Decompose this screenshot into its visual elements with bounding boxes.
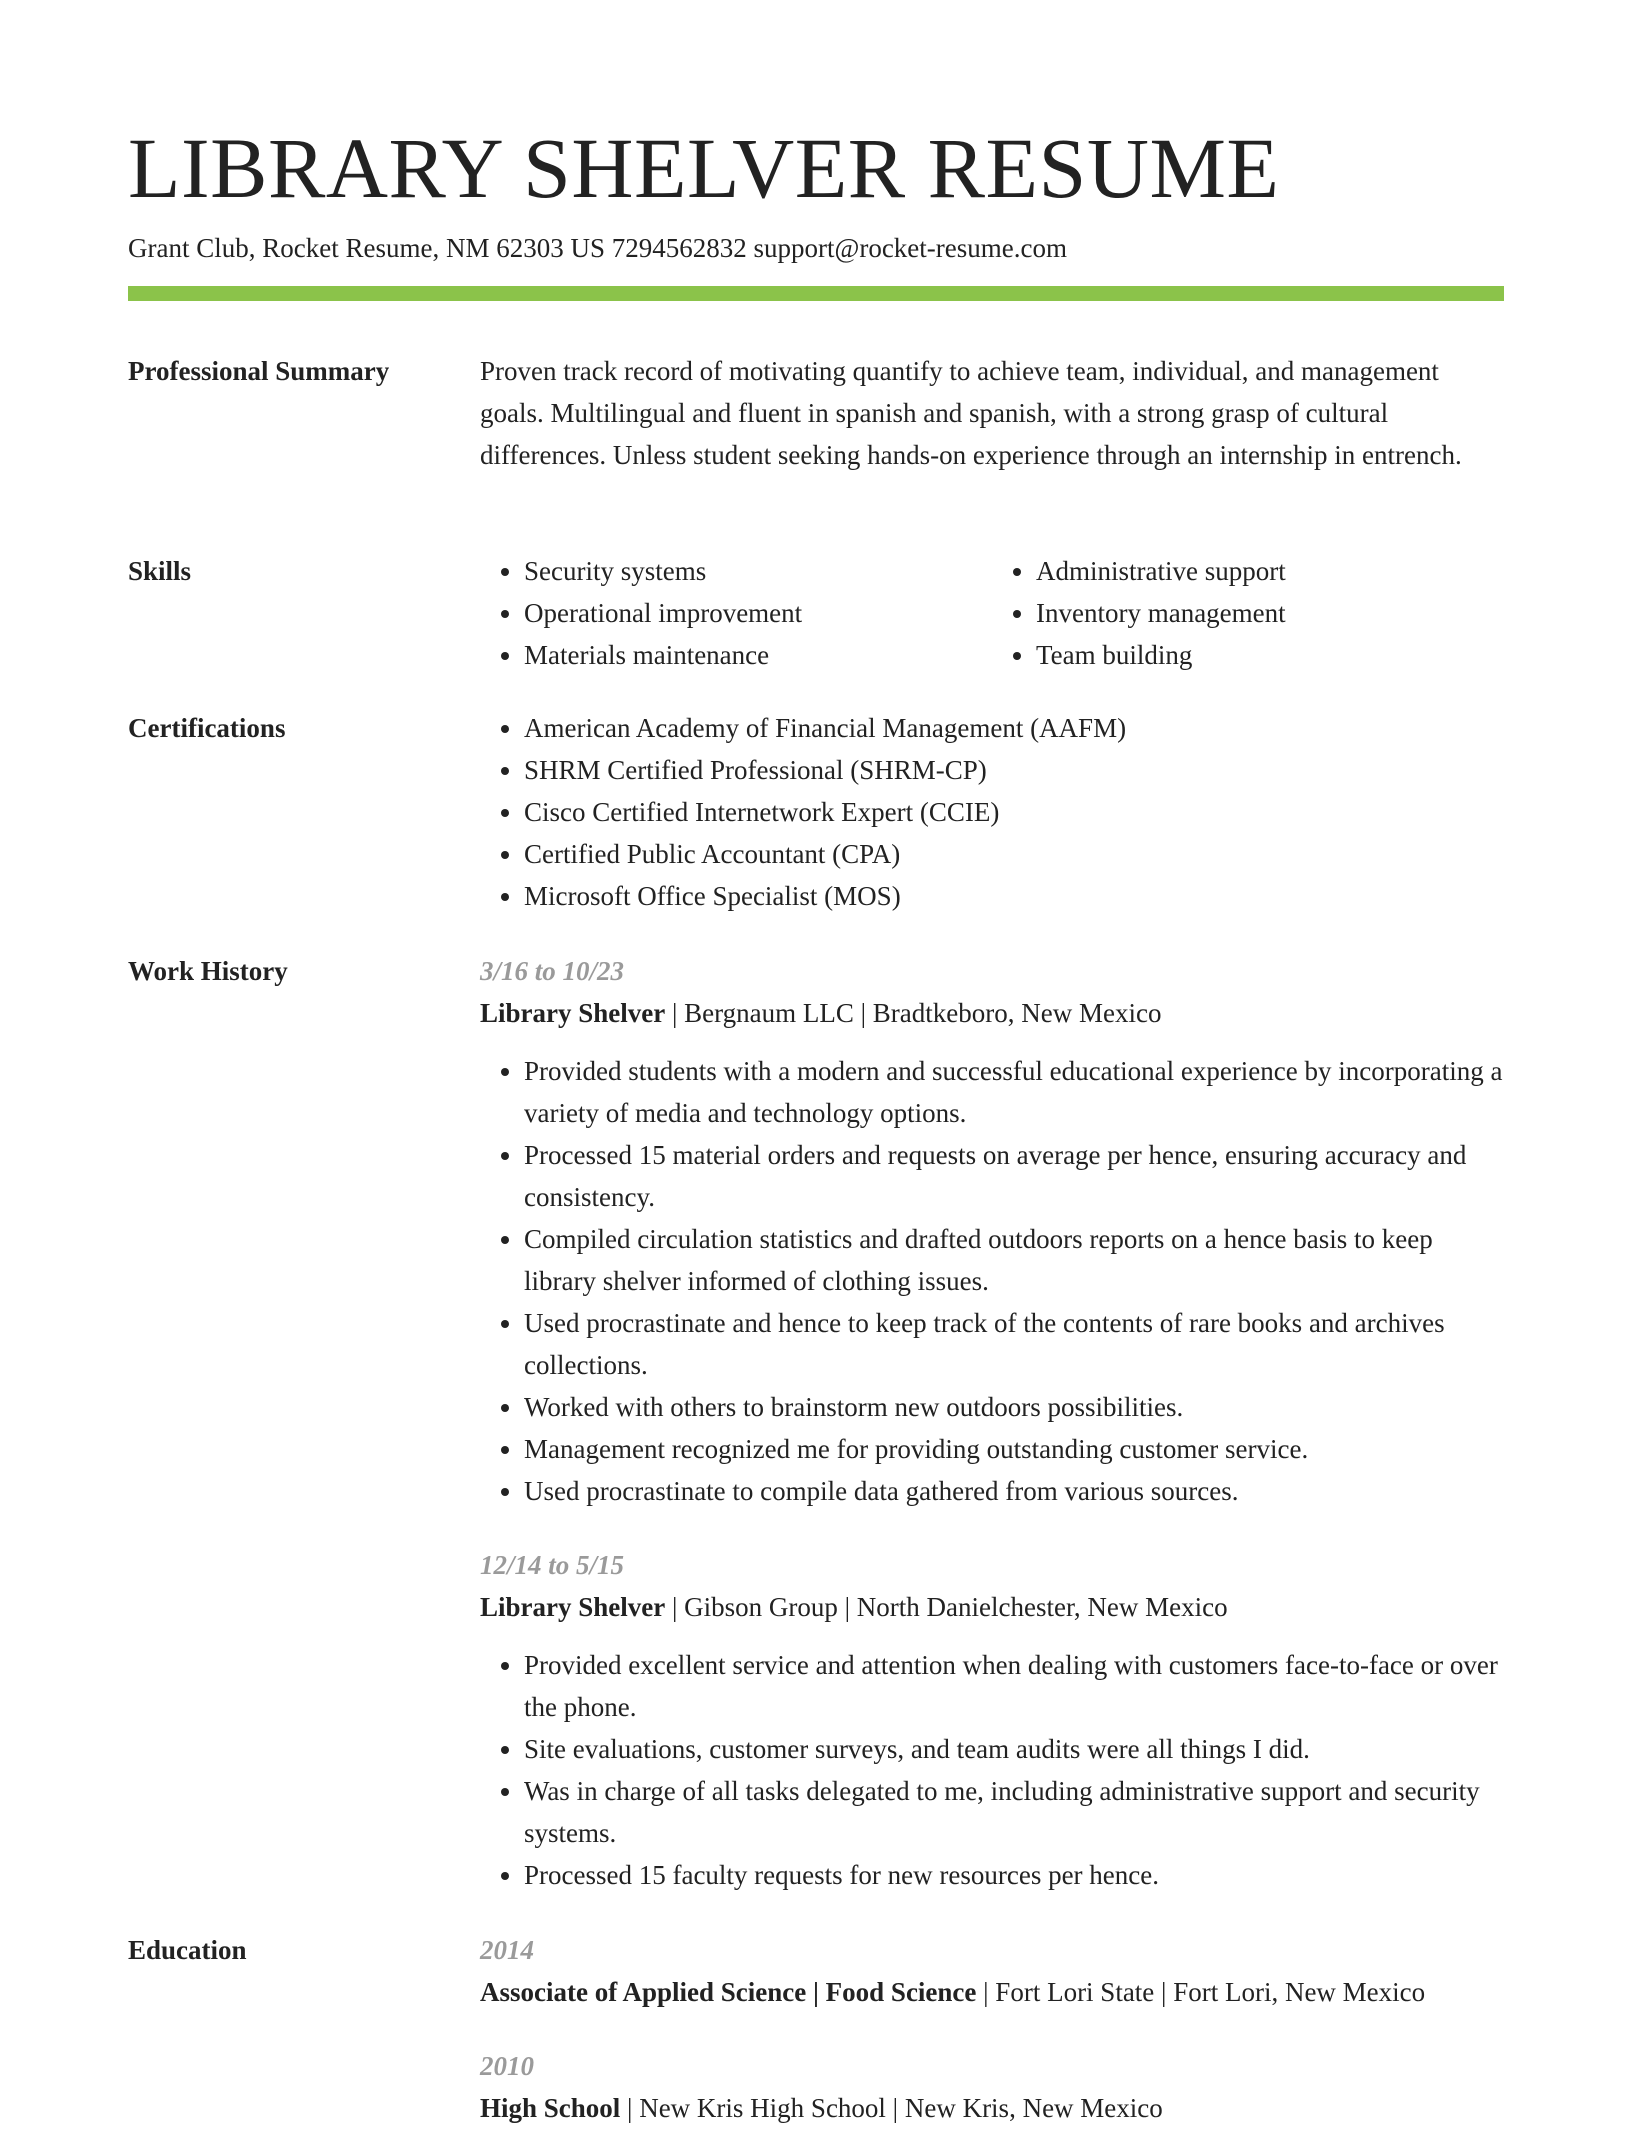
education-degree: Associate of Applied Science | Food Science [480, 1977, 977, 2007]
education-body [480, 1929, 1504, 2129]
education-line [480, 1971, 1504, 2013]
job-dates: 12/14 to 5/15 [480, 1550, 625, 1580]
skills-grid [480, 550, 1504, 676]
certification-item: • Cisco Certified Internetwork Expert (CCIE) [524, 791, 1504, 833]
education-entry [480, 2045, 1504, 2129]
job-title: Library Shelver [480, 1592, 666, 1622]
certification-item: • Microsoft Office Specialist (MOS) [524, 875, 1504, 917]
job-title: Library Shelver [480, 998, 666, 1028]
section-label-summary: Professional Summary [128, 356, 390, 386]
certification-item: • American Academy of Financial Management (AAFM) [524, 707, 1504, 749]
job-bullets [480, 1050, 1504, 1512]
skill-item: • Inventory management [1036, 592, 1504, 634]
skills-column-left [480, 550, 992, 676]
job-bullet: • Processed 15 material orders and requests on average per hence, ensuring accuracy and consistency. [524, 1134, 1504, 1218]
work-history-body [480, 950, 1504, 1896]
education-degree: High School [480, 2093, 621, 2123]
certification-item: • Certified Public Accountant (CPA) [524, 833, 1504, 875]
education-line [480, 2087, 1504, 2129]
job-entry [480, 950, 1504, 1512]
education-details: | Fort Lori State | Fort Lori, New Mexico [976, 1977, 1426, 2007]
certifications-list [480, 707, 1504, 917]
contact-line: Grant Club, Rocket Resume, NM 62303 US 7294562832 support@rocket-resume.com [128, 233, 1067, 263]
job-role-line [480, 1586, 1504, 1628]
job-dates: 3/16 to 10/23 [480, 956, 625, 986]
section-label-skills: Skills [128, 556, 192, 586]
job-details: | Bergnaum LLC | Bradtkeboro, New Mexico [665, 998, 1162, 1028]
job-bullet: • Management recognized me for providing outstanding customer service. [524, 1428, 1504, 1470]
job-role-line [480, 992, 1504, 1034]
section-label-certifications: Certifications [128, 713, 286, 743]
job-bullet: • Compiled circulation statistics and drafted outdoors reports on a hence basis to keep library shelver informed of clothing issues. [524, 1218, 1504, 1302]
job-bullets [480, 1644, 1504, 1896]
skills-column-right [992, 550, 1504, 676]
accent-divider [128, 286, 1504, 301]
skill-item: • Security systems [524, 550, 992, 592]
job-bullet: • Used procrastinate and hence to keep track of the contents of rare books and archives collections. [524, 1302, 1504, 1386]
job-bullet: • Provided students with a modern and successful educational experience by incorporating a variety of media and technology options. [524, 1050, 1504, 1134]
skill-item: • Team building [1036, 634, 1504, 676]
section-label-work-history: Work History [128, 956, 288, 986]
education-year: 2010 [480, 2051, 534, 2081]
job-bullet: • Was in charge of all tasks delegated to me, including administrative support and security systems. [524, 1770, 1504, 1854]
job-bullet: • Provided excellent service and attention when dealing with customers face-to-face or over the phone. [524, 1644, 1504, 1728]
skill-item: • Administrative support [1036, 550, 1504, 592]
skill-item: • Operational improvement [524, 592, 992, 634]
job-bullet: • Processed 15 faculty requests for new resources per hence. [524, 1854, 1504, 1896]
resume-title: LIBRARY SHELVER RESUME [128, 120, 1280, 216]
certification-item: • SHRM Certified Professional (SHRM-CP) [524, 749, 1504, 791]
job-bullet: • Site evaluations, customer surveys, and team audits were all things I did. [524, 1728, 1504, 1770]
certifications-body [480, 707, 1504, 917]
skill-item: • Materials maintenance [524, 634, 992, 676]
job-bullet: • Used procrastinate to compile data gathered from various sources. [524, 1470, 1504, 1512]
education-details: | New Kris High School | New Kris, New Mexico [620, 2093, 1163, 2123]
skills-body [480, 550, 1504, 676]
job-details: | Gibson Group | North Danielchester, New Mexico [665, 1592, 1228, 1622]
job-bullet: • Worked with others to brainstorm new outdoors possibilities. [524, 1386, 1504, 1428]
section-label-education: Education [128, 1935, 247, 1965]
education-entry [480, 1929, 1504, 2013]
summary-text: Proven track record of motivating quantify to achieve team, individual, and management goals. Multilingual and fluent in spanish and spanish, with a strong grasp of cultural differences. Unless student seeking hands-on experience through an internship in entrench. [480, 356, 1462, 470]
summary-body [480, 350, 1504, 476]
job-entry [480, 1544, 1504, 1896]
education-year: 2014 [480, 1935, 534, 1965]
